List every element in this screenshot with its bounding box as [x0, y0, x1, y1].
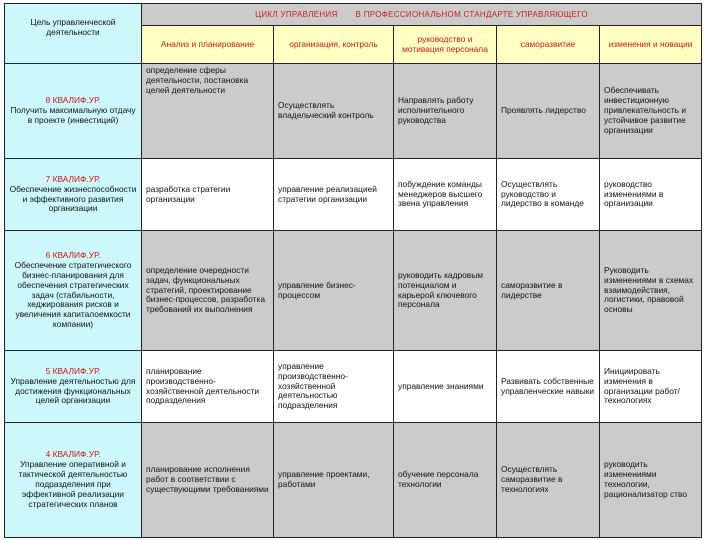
level-code: 8 КВАЛИФ.УР.: [45, 95, 101, 106]
table-cell: определение очередности задач, функциональных стратегий, проектирование бизнес-процессов, разработка требований их выполнения: [142, 231, 274, 351]
table-cell: Инициировать изменения в организации работ/технологиях: [600, 351, 702, 423]
level-code: 4 КВАЛИФ.УР.: [45, 449, 101, 460]
level-cell: [5, 64, 142, 159]
table-row: [5, 159, 702, 231]
table-cell: определение сферы деятельности, постановка целей деятельности: [142, 64, 274, 159]
table-cell: обучение персонала технологии: [394, 423, 497, 538]
table-cell: управление бизнес-процессом: [274, 231, 394, 351]
column-header-organization: организация, контроль: [274, 26, 394, 64]
level-cell: [5, 423, 142, 538]
cycle-title-right: В ПРОФЕССИОНАЛЬНОМ СТАНДАРТЕ УПРАВЛЯЮЩЕГО: [355, 9, 588, 19]
competency-table: [4, 3, 702, 538]
table-row: [5, 231, 702, 351]
level-cell: [5, 159, 142, 231]
table-cell: Руководить изменениями в схемах взаимодействия, логистики, правовой основы: [600, 231, 702, 351]
table-cell: Проявлять лидерство: [497, 64, 600, 159]
level-code: 5 КВАЛИФ.УР.: [45, 365, 101, 376]
table-cell: управление реализацией стратегии организации: [274, 159, 394, 231]
table-row: [5, 64, 702, 159]
table-cell: управление проектами, работами: [274, 423, 394, 538]
table-cell: планирование производственно-хозяйственной деятельности подразделения: [142, 351, 274, 423]
table-cell: управление производственно-хозяйственной деятельностью подразделения: [274, 351, 394, 423]
level-goal: Получить максимальную отдачу в проекте (инвестиций): [10, 105, 136, 125]
table-row: [5, 423, 702, 538]
table-cell: Осуществлять руководство и лидерство в команде: [497, 159, 600, 231]
level-goal: Управление деятельностью для достижения функциональных целей организации: [10, 375, 136, 406]
table-cell: разработка стратегии организации: [142, 159, 274, 231]
column-header-self-development: саморазвитие: [497, 26, 600, 64]
table-cell: управление знаниями: [394, 351, 497, 423]
table-cell: руководство изменениями в организации: [600, 159, 702, 231]
column-header-changes: изменения и новации: [600, 26, 702, 64]
level-goal: Управление оперативной и тактической деятельностью подразделения при эффективной реализации стратегических планов: [18, 459, 128, 509]
column-header-analysis: Анализ и планирование: [142, 26, 274, 64]
table-cell: Осуществлять владельческий контроль: [274, 64, 394, 159]
level-code: 7 КВАЛИФ.УР.: [45, 173, 101, 184]
level-cell: [5, 351, 142, 423]
table-cell: Развивать собственные управленческие навыки: [497, 351, 600, 423]
table-cell: руководить кадровым потенциалом и карьерой ключевого персонала: [394, 231, 497, 351]
goal-column-header: Цель управленческой деятельности: [5, 4, 142, 64]
table-cell: Обеспечивать инвестиционную привлекательность и устойчивое развитие организации: [600, 64, 702, 159]
table-row: [5, 351, 702, 423]
cycle-title-left: ЦИКЛ УПРАВЛЕНИЯ: [255, 9, 338, 19]
table-cell: руководить изменениями технологии, рационализатор ство: [600, 423, 702, 538]
level-goal: Обеспечение жизнеспособности и эффективного развития организации: [9, 183, 137, 214]
table-cell: Направлять работу исполнительного руководства: [394, 64, 497, 159]
level-goal: Обеспечение стратегического бизнес-планирования для обеспечения стратегических задач (стабильности, хеджирования рисков и увеличения капиталоемкости компании): [14, 259, 132, 330]
level-code: 6 КВАЛИФ.УР.: [45, 249, 101, 260]
management-cycle-header: [142, 4, 702, 26]
column-header-leadership: руководство и мотивация персонала: [394, 26, 497, 64]
table-cell: саморазвитие в лидерстве: [497, 231, 600, 351]
table-cell: Осуществлять саморазвитие в технологиях: [497, 423, 600, 538]
table-cell: планирование исполнения работ в соответствии с существующими требованиями: [142, 423, 274, 538]
level-cell: [5, 231, 142, 351]
table-cell: побуждение команды менеджеров высшего звена управления: [394, 159, 497, 231]
